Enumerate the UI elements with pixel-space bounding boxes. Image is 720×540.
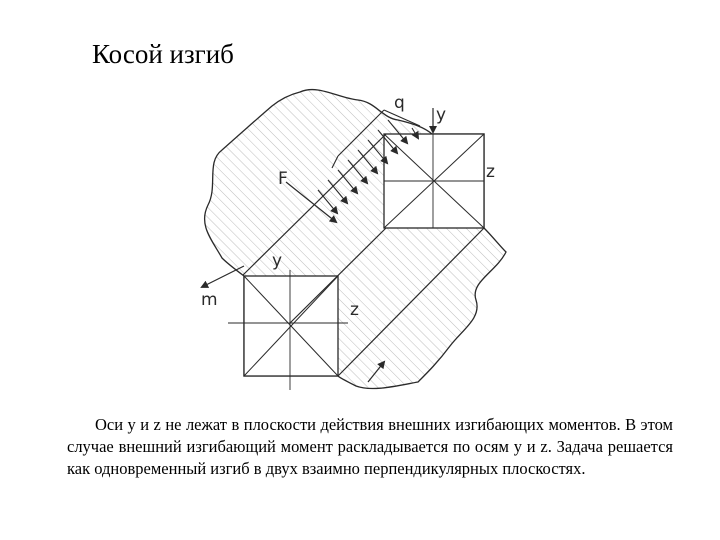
moment-m-arrow <box>202 266 244 287</box>
label-q: q <box>394 93 405 113</box>
label-m: m <box>201 290 218 310</box>
label-f: F <box>278 169 288 189</box>
description-paragraph: Оси y и z не лежат в плоскости действия внешних изгибающих моментов. В этом случае внешний изгибающий момент раскладывается по осям y и z. Задача решается как одновременный изгиб в двух взаимно перпендикулярных плоскостях. <box>67 415 673 478</box>
slide-title: Косой изгиб <box>92 39 234 69</box>
label-z-top: z <box>486 162 495 182</box>
label-y-bottom: y <box>272 251 283 271</box>
label-z-bottom: z <box>350 300 359 320</box>
label-y-top: y <box>436 105 447 125</box>
bottom-cross-section <box>228 270 348 390</box>
